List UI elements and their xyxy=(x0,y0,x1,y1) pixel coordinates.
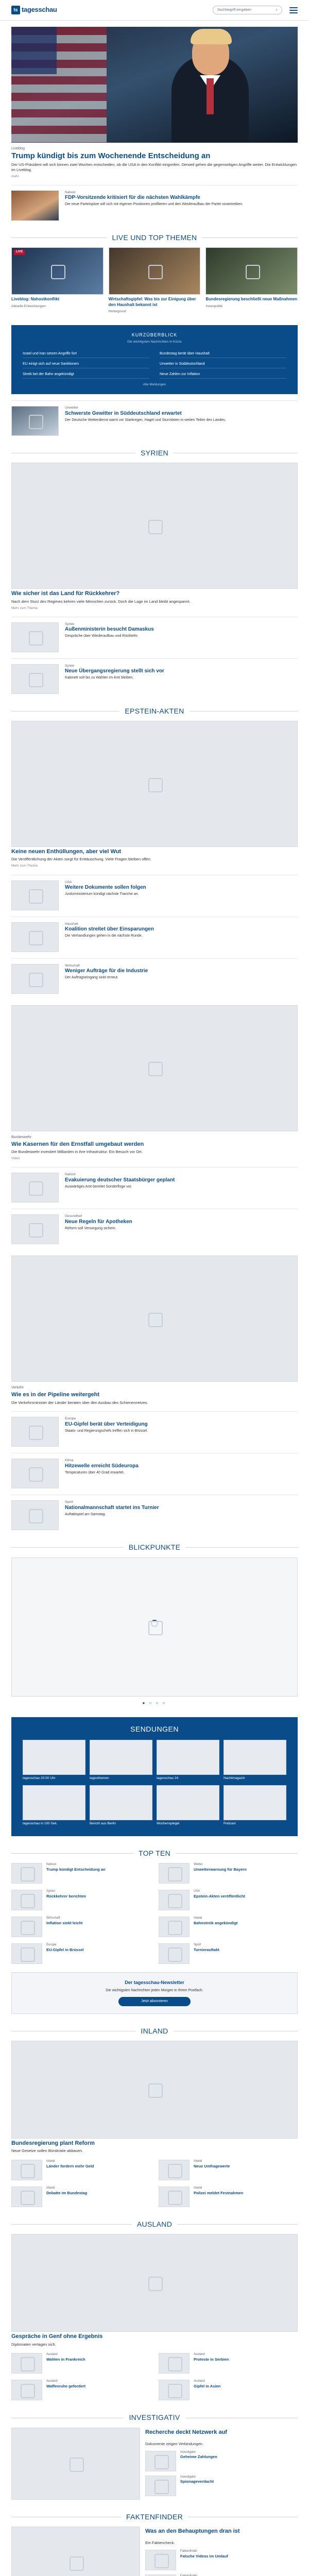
loading-spinner-icon xyxy=(151,1620,158,1627)
investigativ-item[interactable]: Investigativ Spionageverdacht xyxy=(145,2476,298,2496)
teaser[interactable] xyxy=(11,1495,298,1530)
teaser-headline[interactable]: Neue Regeln für Apotheken xyxy=(65,1218,132,1225)
teaser-kicker: Nahost xyxy=(65,1173,76,1177)
newsletter-subscribe-button[interactable]: Jetzt abonnieren xyxy=(118,1997,191,2006)
live-card-headline[interactable]: Liveblog: Nahostkonflikt xyxy=(11,297,60,302)
teaser-kicker: Syrien xyxy=(65,622,75,626)
epstein-text: Die Veröffentlichung der Akten sorgt für Enttäuschung. Viele Fragen bleiben offen. xyxy=(11,857,151,862)
hero-headline[interactable]: Trump kündigt bis zum Wochenende Entscheidung an xyxy=(11,151,211,161)
teaser-text: Kabinett soll bis zu Wahlen im Amt bleiben. xyxy=(65,676,134,680)
teaser-text: Der Auftragseingang sinkt erneut. xyxy=(65,976,118,980)
topten-item[interactable]: Inland Bahnstreik angekündigt xyxy=(159,1917,298,1937)
teaser-image[interactable] xyxy=(11,1417,59,1447)
teaser-text: Der Deutsche Wetterdienst warnt vor Starkregen, Hagel und Sturmböen in weiten Teilen des Landes. xyxy=(65,418,226,422)
hero-image[interactable] xyxy=(11,27,298,143)
story-kicker: Bundeswehr xyxy=(11,1135,31,1139)
hero-kicker: Liveblog xyxy=(11,147,25,150)
teaser-image[interactable] xyxy=(11,1459,59,1488)
topten-item[interactable]: Sport Turnierauftakt xyxy=(159,1943,298,1964)
teaser-kicker: Sport xyxy=(65,1500,73,1504)
live-card[interactable] xyxy=(205,247,298,314)
teaser-image[interactable] xyxy=(11,1500,59,1530)
newsletter-box xyxy=(11,1972,298,2014)
ausland-item[interactable]: Ausland Wahlen in Frankreich xyxy=(11,2353,150,2374)
section-title-topten: TOP TEN xyxy=(11,1849,298,1858)
hero-meta[interactable]: mehr xyxy=(11,174,19,178)
live-card[interactable] xyxy=(11,247,104,314)
story-image[interactable] xyxy=(11,1005,298,1131)
teaser-headline[interactable]: Neue Übergangsregierung stellt sich vor xyxy=(65,668,164,674)
teaser-headline[interactable]: EU-Gipfel berät über Verteidigung xyxy=(65,1421,148,1427)
teaser-kicker: Unwetter xyxy=(65,406,79,410)
teaser-image[interactable] xyxy=(11,880,59,910)
epstein-more-link[interactable]: Mehr zum Thema xyxy=(11,864,38,868)
teaser-text: Die Verhandlungen gehen in die nächste Runde. xyxy=(65,934,143,938)
sendung-tile[interactable]: tagesschau 24 xyxy=(157,1740,219,1781)
ausland-text: Diplomaten vertagen sich. xyxy=(11,2342,56,2347)
live-card[interactable] xyxy=(109,247,201,314)
sendung-tile[interactable]: Podcast xyxy=(224,1785,286,1826)
teaser-kicker: Syrien xyxy=(65,664,75,668)
teaser-image[interactable] xyxy=(11,922,59,952)
teaser-headline[interactable]: Weniger Aufträge für die Industrie xyxy=(65,968,148,974)
inland-headline[interactable]: Bundesregierung plant Reform xyxy=(11,2140,95,2147)
teaser[interactable] xyxy=(11,958,298,994)
faktenfinder-text: Ein Faktencheck. xyxy=(145,2540,175,2546)
kurzueberblick-item[interactable]: Streik bei der Bahn angekündigt xyxy=(23,370,149,379)
inland-text: Neue Gesetze sollen Bürokratie abbauen. xyxy=(11,2148,83,2154)
teaser-text: Staats- und Regierungschefs treffen sich in Brüssel. xyxy=(65,1429,148,1433)
teaser[interactable] xyxy=(11,1167,298,1202)
faktenfinder-item[interactable]: Faktenfinder xyxy=(145,2574,298,2576)
live-badge: LIVE xyxy=(14,250,25,255)
hamburger-menu-icon[interactable] xyxy=(289,7,298,13)
kurzueberblick-item[interactable]: EU einigt sich auf neue Sanktionen xyxy=(23,360,149,368)
teaser[interactable] xyxy=(11,917,298,952)
kurzueberblick-subtitle: Die wichtigsten Nachrichten in Kürze xyxy=(127,340,182,344)
ausland-item[interactable]: Ausland Gipfel in Asien xyxy=(159,2380,298,2400)
kurzueberblick-box xyxy=(11,325,298,394)
teaser-kicker: Nahost xyxy=(65,191,76,195)
live-card-kicker: Innenpolitik xyxy=(205,304,223,308)
section-title-investigativ: INVESTIGATIV xyxy=(11,2413,298,2422)
story-text: Die Verkehrsminister der Länder beraten über den Ausbau des Schienennetzes. xyxy=(11,1400,148,1405)
teaser-text: Auswärtiges Amt bereitet Sonderflüge vor. xyxy=(65,1184,132,1189)
teaser-text: Die neue Parteispitze will sich mit eigenen Positionen profilieren und den Wiederaufbau der Partei vorantreiben. xyxy=(65,202,243,207)
faktenfinder-image[interactable] xyxy=(11,2527,140,2576)
teaser-image[interactable] xyxy=(11,1214,59,1244)
ausland-item[interactable]: Ausland Waffenruhe gefordert xyxy=(11,2380,150,2400)
newsletter-text: Die wichtigsten Nachrichten jeden Morgen in Ihrem Postfach. xyxy=(106,1988,203,1992)
section-title-inland: INLAND xyxy=(11,2026,298,2036)
topten-item[interactable]: Europa EU-Gipfel in Brüssel xyxy=(11,1943,150,1964)
teaser[interactable] xyxy=(11,1209,298,1244)
teaser-kicker: Wirtschaft xyxy=(65,963,80,968)
teaser-headline[interactable]: Koalition streitet über Einsparungen xyxy=(65,926,154,933)
teaser-image[interactable] xyxy=(11,622,59,652)
investigativ-text: Dokumente zeigen Verbindungen. xyxy=(145,2441,203,2446)
topten-item[interactable]: Nahost Trump kündigt Entscheidung an xyxy=(11,1863,150,1884)
section-title-blickpunkte: BLICKPUNKTE xyxy=(11,1543,298,1552)
sendung-tile[interactable]: tagesschau 20:00 Uhr xyxy=(23,1740,85,1781)
syrien-more-link[interactable]: Mehr zum Thema xyxy=(11,606,38,610)
teaser-kicker: Haushalt xyxy=(65,922,78,926)
inland-item[interactable]: Inland Länder fordern mehr Geld xyxy=(11,2160,150,2180)
topten-item[interactable]: Syrien Rückkehrer berichten xyxy=(11,1890,150,1910)
live-card-headline[interactable]: Bundesregierung beschließt neue Maßnahmen xyxy=(205,297,298,302)
sendung-tile[interactable]: Wochenspiegel xyxy=(157,1785,219,1826)
syrien-headline[interactable]: Wie sicher ist das Land für Rückkehrer? xyxy=(11,590,120,597)
teaser-kicker: Europa xyxy=(65,1417,76,1421)
teaser-headline[interactable]: FDP-Vorsitzende kritisiert für die nächsten Wahlkämpfe xyxy=(65,195,200,201)
teaser-image[interactable] xyxy=(11,664,59,694)
section-title-ausland: AUSLAND xyxy=(11,2219,298,2229)
logo[interactable] xyxy=(11,6,57,14)
hero-text: Der US-Präsident will sich binnen zwei Wochen entscheiden, ob die USA in den Konflikt eingreifen. Derweil gehen die gegenseitigen Angriffe weiter. Die Entwicklungen im Liveblog. xyxy=(11,162,297,172)
story-meta[interactable]: Video xyxy=(11,1156,20,1160)
sendung-tile[interactable]: tagesschau in 100 Sek. xyxy=(23,1785,85,1826)
teaser-kicker: USA xyxy=(65,880,72,884)
faktenfinder-headline[interactable]: Was an den Behauptungen dran ist xyxy=(145,2528,240,2534)
section-title-epstein: EPSTEIN-AKTEN xyxy=(11,706,298,716)
search-input[interactable]: Suchbegriff eingeben ⌕ xyxy=(213,6,282,14)
teaser-headline[interactable]: Schwerste Gewitter in Süddeutschland erwartet xyxy=(65,410,182,416)
story-headline[interactable]: Wie es in der Pipeline weitergeht xyxy=(11,1392,100,1398)
teaser-image[interactable] xyxy=(11,1173,59,1202)
kurzueberblick-item[interactable]: Bundestag berät über Haushalt xyxy=(160,350,286,358)
investigativ-item[interactable]: Investigativ Geheime Zahlungen xyxy=(145,2451,298,2471)
logo-text: tagesschau xyxy=(22,6,57,14)
story-headline[interactable]: Wie Kasernen für den Ernstfall umgebaut werden xyxy=(11,1141,144,1147)
teaser-text: Justizministerium kündigt nächste Tranche an. xyxy=(65,892,139,896)
kurzueberblick-title: KURZÜBERBLICK xyxy=(131,332,178,338)
teaser[interactable] xyxy=(11,875,298,910)
inland-image[interactable] xyxy=(11,2041,298,2139)
story-image[interactable] xyxy=(11,1256,298,1382)
teaser-image[interactable] xyxy=(11,191,59,221)
syrien-text: Nach dem Sturz des Regimes kehren viele Menschen zurück. Doch die Lage im Land bleibt angespannt. xyxy=(11,599,191,604)
sendung-tile[interactable]: Nachtmagazin xyxy=(224,1740,286,1781)
teaser-headline[interactable]: Weitere Dokumente sollen folgen xyxy=(65,885,146,891)
section-title-syrien: SYRIEN xyxy=(11,448,298,457)
inland-item[interactable]: Inland Neue Umfragewerte xyxy=(159,2160,298,2180)
blickpunkte-carousel[interactable] xyxy=(11,1557,298,1697)
teaser[interactable] xyxy=(11,1453,298,1488)
teaser[interactable] xyxy=(11,400,298,436)
kurzueberblick-item[interactable]: Neue Zahlen zur Inflation xyxy=(160,370,286,379)
sendungen-title: SENDUNGEN xyxy=(130,1724,179,1733)
teaser[interactable] xyxy=(11,1411,298,1447)
section-title-live: LIVE UND TOP THEMEN xyxy=(11,233,298,242)
newsletter-headline: Der tagesschau-Newsletter xyxy=(125,1980,184,1986)
syrien-image[interactable] xyxy=(11,463,298,589)
teaser-text: Auftaktspiel am Samstag. xyxy=(65,1512,106,1516)
teaser[interactable] xyxy=(11,185,298,221)
investigativ-headline[interactable]: Recherche deckt Netzwerk auf xyxy=(145,2429,227,2435)
live-card-headline[interactable]: Wirtschaftsgipfel: Was bis zur Einigung über den Haushalt bekannt ist xyxy=(108,297,196,307)
kurzueberblick-item[interactable]: Unwetter in Süddeutschland xyxy=(160,360,286,368)
story-text: Die Bundeswehr investiert Milliarden in ihre Infrastruktur. Ein Besuch vor Ort. xyxy=(11,1149,143,1155)
story-kicker: Verkehr xyxy=(11,1386,24,1390)
inland-item[interactable]: Inland Debatte im Bundestag xyxy=(11,2187,150,2207)
teaser-headline[interactable]: Evakuierung deutscher Staatsbürger geplant xyxy=(65,1177,175,1183)
sendungen-section xyxy=(11,1717,298,1836)
logo-mark: ts xyxy=(11,6,20,14)
teaser-kicker: Klima xyxy=(65,1459,74,1463)
teaser-headline[interactable]: Nationalmannschaft startet ins Turnier xyxy=(65,1504,159,1511)
live-card-kicker: Hintergrund xyxy=(108,310,126,313)
ausland-image[interactable] xyxy=(11,2234,298,2332)
live-card-kicker: Aktuelle Entwicklungen xyxy=(11,304,46,308)
sendung-tile[interactable]: tagesthemen xyxy=(90,1740,152,1781)
ausland-item[interactable]: Ausland Proteste in Serbien xyxy=(159,2353,298,2374)
teaser-text: Reform soll Versorgung sichern. xyxy=(65,1226,116,1230)
teaser-image[interactable] xyxy=(11,406,59,436)
carousel-dots[interactable]: ● ○ ○ ○ xyxy=(142,1700,167,1705)
kurzueberblick-more-link[interactable]: Alle Meldungen xyxy=(143,382,166,386)
epstein-headline[interactable]: Keine neuen Enthüllungen, aber viel Wut xyxy=(11,849,122,855)
teaser-text: Temperaturen über 40 Grad erwartet. xyxy=(65,1470,125,1475)
section-title-faktenfinder: FAKTENFINDER xyxy=(11,2512,298,2521)
epstein-image[interactable] xyxy=(11,721,298,847)
ausland-headline[interactable]: Gespräche in Genf ohne Ergebnis xyxy=(11,2333,103,2340)
teaser[interactable] xyxy=(11,617,298,652)
kurzueberblick-item[interactable]: Israel und Iran setzen Angriffe fort xyxy=(23,350,149,358)
teaser-text: Gespräche über Wiederaufbau und Rückkehr. xyxy=(65,634,139,638)
site-header xyxy=(0,0,309,21)
teaser-image[interactable] xyxy=(11,964,59,994)
topten-item[interactable]: Wetter Unwetterwarnung für Bayern xyxy=(159,1863,298,1884)
search-icon[interactable]: ⌕ xyxy=(276,8,278,12)
inland-item[interactable]: Inland Polizei meldet Festnahmen xyxy=(159,2187,298,2207)
topten-item[interactable]: Wirtschaft Inflation sinkt leicht xyxy=(11,1917,150,1937)
topten-item[interactable]: USA Epstein-Akten veröffentlicht xyxy=(159,1890,298,1910)
teaser-kicker: Gesundheit xyxy=(65,1214,82,1218)
teaser-headline[interactable]: Hitzewelle erreicht Südeuropa xyxy=(65,1463,139,1469)
teaser[interactable] xyxy=(11,658,298,694)
faktenfinder-item[interactable]: Faktenfinder Falsche Videos im Umlauf xyxy=(145,2550,298,2570)
teaser-headline[interactable]: Außenministerin besucht Damaskus xyxy=(65,626,154,633)
investigativ-image[interactable] xyxy=(11,2428,140,2500)
sendung-tile[interactable]: Bericht aus Berlin xyxy=(90,1785,152,1826)
